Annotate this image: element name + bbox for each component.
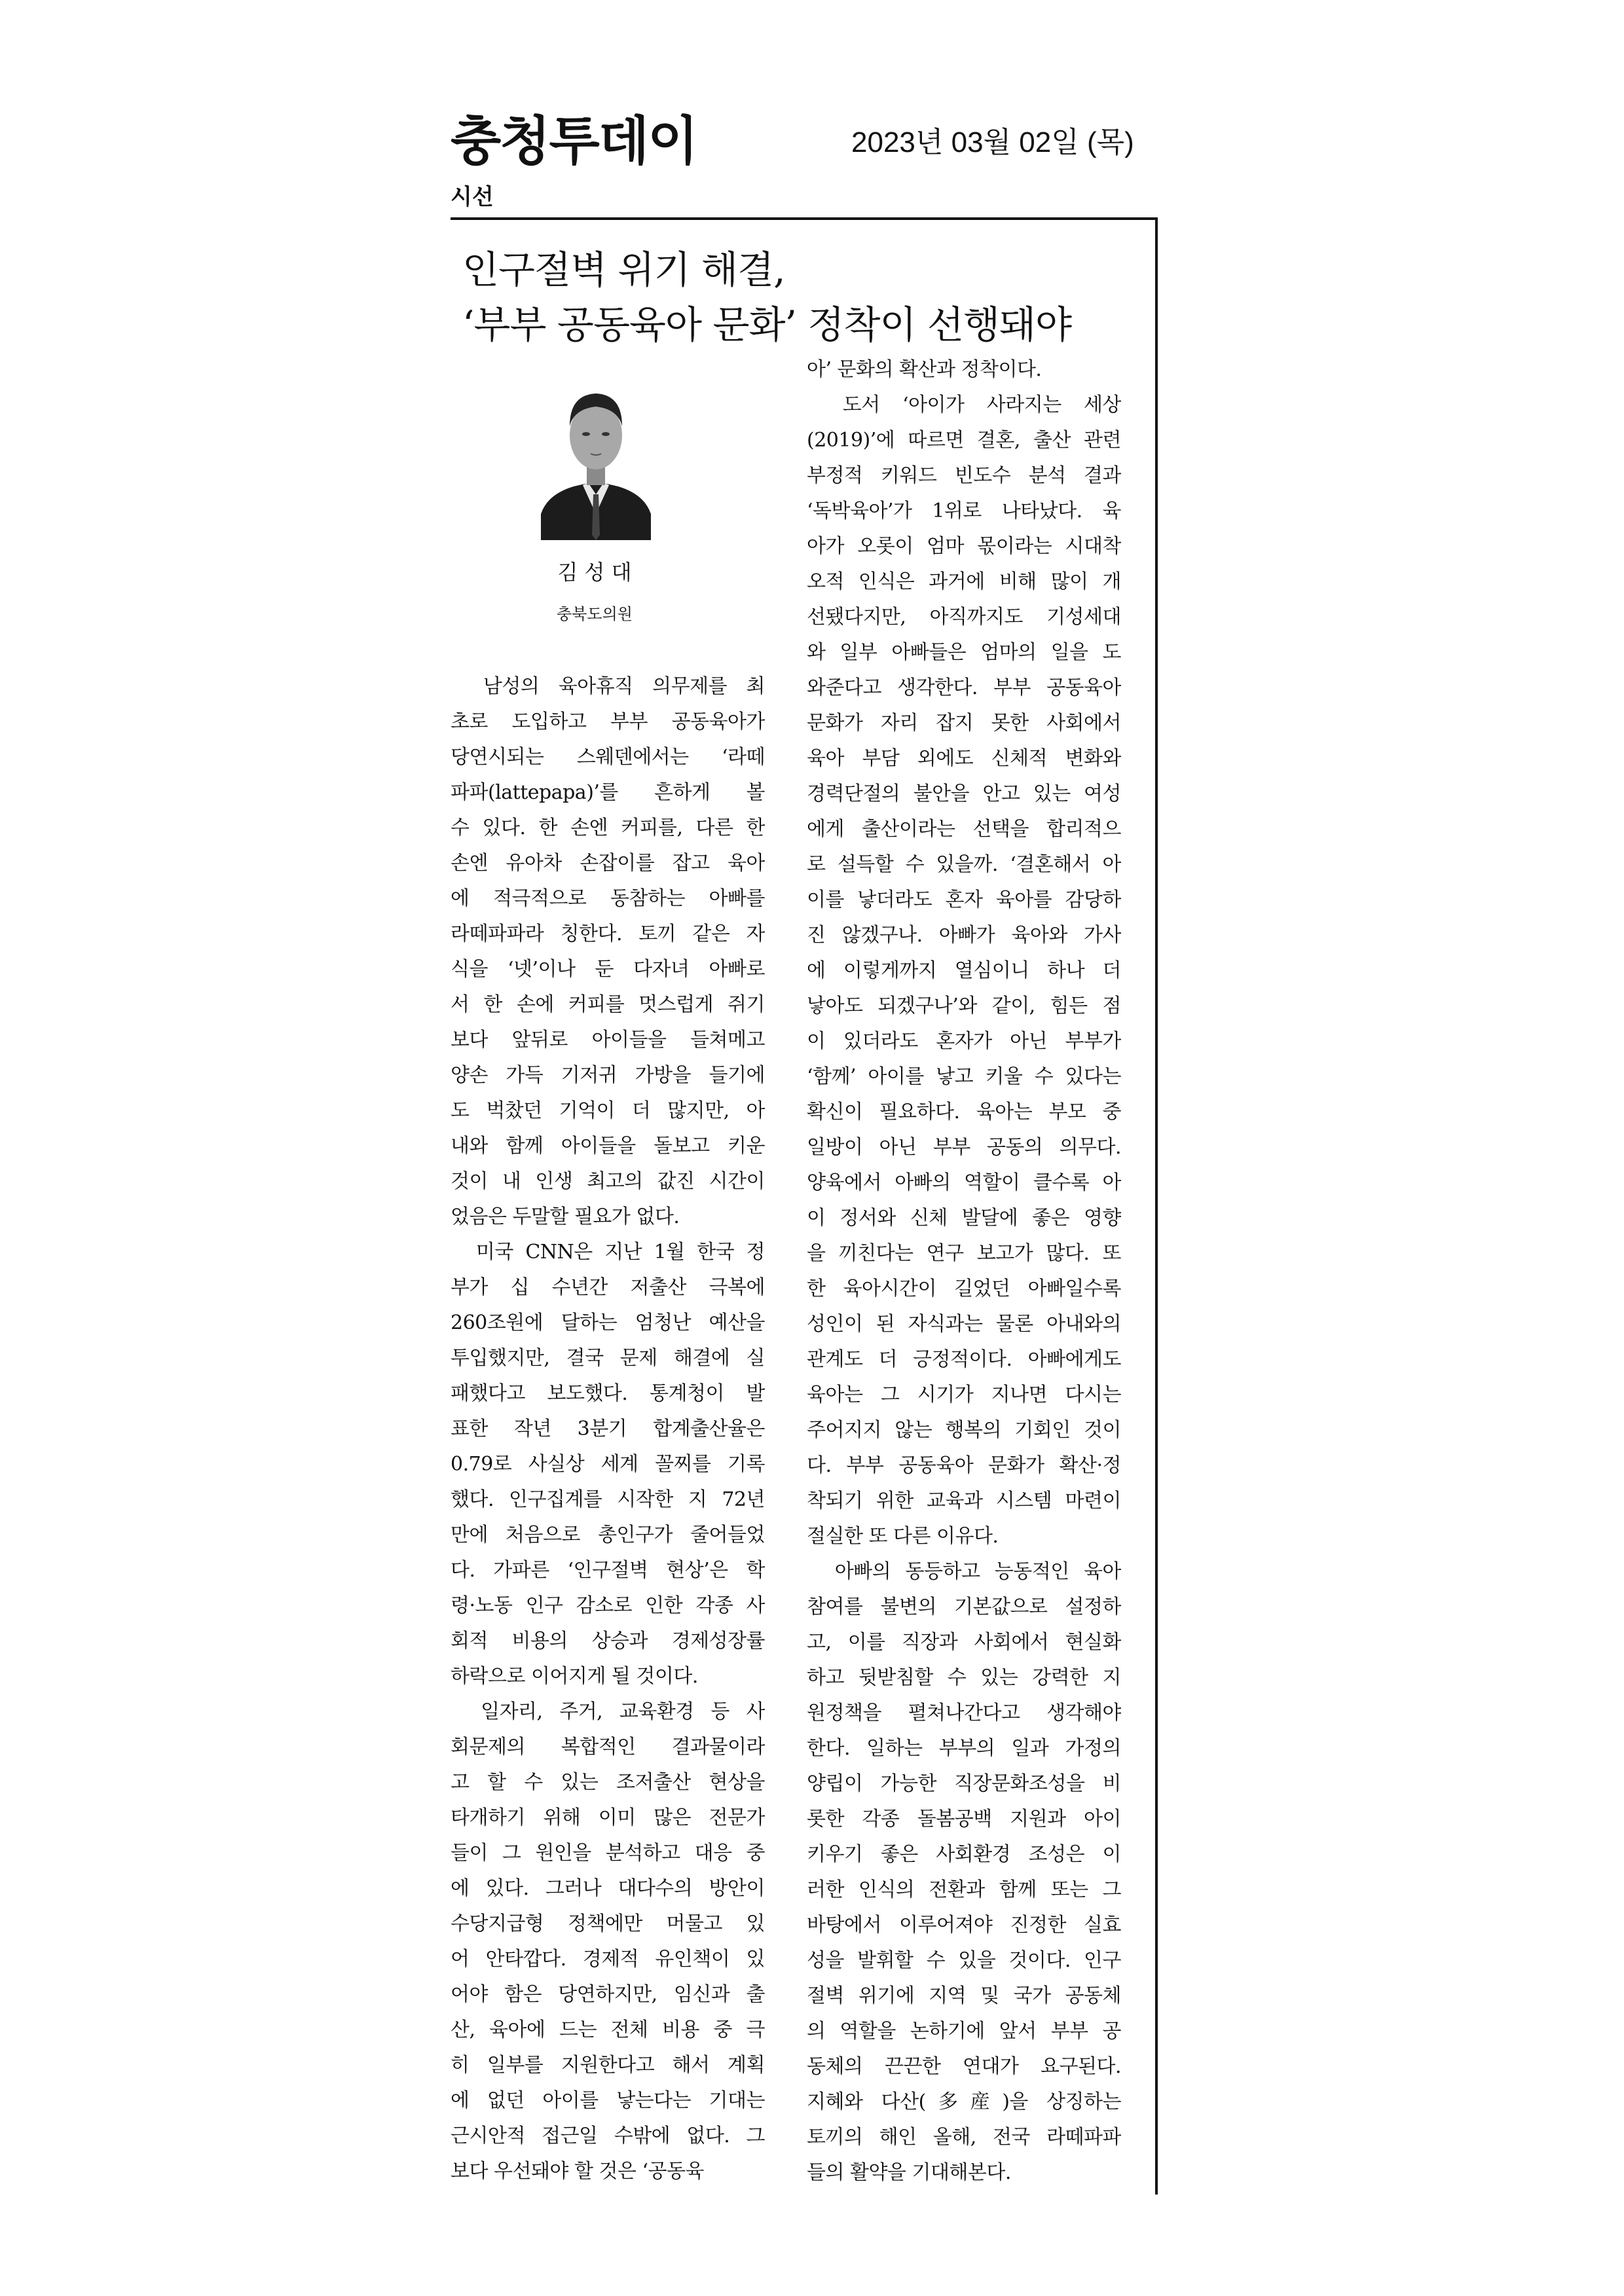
text-line: 남성의 육아휴직 의무제를 최 bbox=[451, 675, 765, 698]
text-line: 식을 ‘넷’이나 둔 다자녀 아빠로 bbox=[451, 958, 765, 981]
text-line: 에 적극적으로 동참하는 아빠를 bbox=[451, 887, 765, 910]
text-line: 한다. 일하는 부부의 일과 가정의 bbox=[807, 1737, 1121, 1760]
text-line: 었음은 두말할 필요가 없다. bbox=[451, 1205, 680, 1228]
text-line: 미국 CNN은 지난 1월 한국 정 bbox=[451, 1241, 765, 1264]
text-line: 낳아도 되겠구나’와 같이, 힘든 점 bbox=[807, 994, 1121, 1017]
text-line: 고, 이를 직장과 사회에서 현실화 bbox=[807, 1631, 1121, 1654]
text-line: 내와 함께 아이들을 돌보고 키운 bbox=[451, 1135, 765, 1157]
text-line: 령·노동 인구 감소로 인한 각종 사 bbox=[451, 1594, 765, 1617]
text-line: 0.79로 사실상 세계 꼴찌를 기록 bbox=[451, 1453, 765, 1476]
text-line: 보다 앞뒤로 아이들을 들쳐메고 bbox=[451, 1029, 765, 1051]
text-line: 초로 도입하고 부부 공동육아가 bbox=[451, 710, 765, 733]
text-line: 로 설득할 수 있을까. ‘결혼해서 아 bbox=[807, 853, 1121, 876]
text-line: 원정책을 펼쳐나간다고 생각해야 bbox=[807, 1702, 1121, 1724]
text-line: 와준다고 생각한다. 부부 공동육아 bbox=[807, 676, 1121, 699]
text-line: 수당지급형 정책에만 머물고 있 bbox=[451, 1912, 765, 1935]
text-line: 절실한 또 다른 이유다. bbox=[807, 1525, 999, 1548]
text-line: 당연시되는 스웨덴에서는 ‘라떼 bbox=[451, 746, 765, 769]
text-line: 이 정서와 신체 발달에 좋은 영향 bbox=[807, 1207, 1121, 1230]
text-line: 에 없던 아이를 낳는다는 기대는 bbox=[451, 2089, 765, 2112]
text-line: 지혜와 다산(多産)을 상징하는 bbox=[807, 2090, 1121, 2113]
text-line: 도서 ‘아이가 사라지는 세상 bbox=[807, 393, 1121, 416]
author-portrait-icon bbox=[541, 363, 651, 540]
text-line: 것이 내 인생 최고의 값진 시간이 bbox=[451, 1170, 765, 1193]
top-rule bbox=[451, 217, 1158, 220]
text-line: 에 있다. 그러나 대다수의 방안이 bbox=[451, 1877, 765, 1900]
text-line: 타개하기 위해 이미 많은 전문가 bbox=[451, 1806, 765, 1829]
text-line: 아가 오롯이 엄마 몫이라는 시대착 bbox=[807, 535, 1121, 558]
text-line: ‘함께’ 아이를 낳고 키울 수 있다는 bbox=[807, 1065, 1121, 1088]
text-line: 이 있더라도 혼자가 아닌 부부가 bbox=[807, 1030, 1121, 1053]
author-title: 충북도의원 bbox=[557, 605, 633, 623]
article-column-left bbox=[451, 669, 765, 2189]
text-line: 육아 부담 외에도 신체적 변화와 bbox=[807, 747, 1121, 770]
text-line: 성인이 된 자식과는 물론 아내와의 bbox=[807, 1313, 1121, 1336]
text-line: 아빠의 동등하고 능동적인 육아 bbox=[807, 1560, 1121, 1583]
text-line: 도 벅찼던 기억이 더 많지만, 아 bbox=[451, 1099, 765, 1122]
text-line: 아’ 문화의 확산과 정착이다. bbox=[807, 358, 1042, 381]
text-line: 에게 출산이라는 선택을 합리적으 bbox=[807, 818, 1121, 841]
text-line: 육아는 그 시기가 지나면 다시는 bbox=[807, 1383, 1121, 1406]
text-line: 양손 가득 기저귀 가방을 들기에 bbox=[451, 1064, 765, 1087]
author-name: 김 성 대 bbox=[557, 560, 632, 585]
text-line: 어 안타깝다. 경제적 유인책이 있 bbox=[451, 1948, 765, 1971]
text-line: 손엔 유아차 손잡이를 잡고 육아 bbox=[451, 852, 765, 875]
headline-line-2: ‘부부 공동육아 문화’ 정착이 선행돼야 bbox=[462, 302, 1072, 347]
text-line: 고 할 수 있는 조저출산 현상을 bbox=[451, 1771, 765, 1794]
text-line: 일자리, 주거, 교육환경 등 사 bbox=[451, 1700, 765, 1723]
headline-line-1: 인구절벽 위기 해결, bbox=[462, 247, 785, 292]
text-line: 히 일부를 지원한다고 해서 계획 bbox=[451, 2054, 765, 2077]
text-line: 성을 발휘할 수 있을 것이다. 인구 bbox=[807, 1949, 1121, 1972]
text-line: 일방이 아닌 부부 공동의 의무다. bbox=[807, 1136, 1121, 1159]
text-line: 들의 활약을 기대해본다. bbox=[807, 2161, 1011, 2184]
text-line: 서 한 손에 커피를 멋스럽게 쥐기 bbox=[451, 993, 765, 1016]
text-line: 선됐다지만, 아직까지도 기성세대 bbox=[807, 606, 1121, 629]
text-line: 들이 그 원인을 분석하고 대응 중 bbox=[451, 1842, 765, 1865]
text-line: 했다. 인구집계를 시작한 지 72년 bbox=[451, 1488, 765, 1511]
text-line: 진 않겠구나. 아빠가 육아와 가사 bbox=[807, 924, 1121, 947]
text-line: 만에 처음으로 총인구가 줄어들었 bbox=[451, 1523, 765, 1546]
right-rule bbox=[1155, 217, 1158, 2195]
text-line: 보다 우선돼야 할 것은 ‘공동육 bbox=[451, 2160, 704, 2183]
text-line: 주어지지 않는 행복의 기회인 것이 bbox=[807, 1419, 1121, 1442]
text-line: 부가 십 수년간 저출산 극복에 bbox=[451, 1276, 765, 1299]
article-column-right bbox=[807, 352, 1121, 2191]
text-line: 바탕에서 이루어져야 진정한 실효 bbox=[807, 1914, 1121, 1937]
text-line: 근시안적 접근일 수밖에 없다. 그 bbox=[451, 2124, 765, 2147]
text-line: 다. 부부 공동육아 문화가 확산·정 bbox=[807, 1454, 1121, 1477]
text-line: 하고 뒷받침할 수 있는 강력한 지 bbox=[807, 1666, 1121, 1689]
text-line: 절벽 위기에 지역 및 국가 공동체 bbox=[807, 1984, 1121, 2007]
text-line: 산, 육아에 드는 전체 비용 중 극 bbox=[451, 2018, 765, 2041]
text-line: 에 이렇게까지 열심이니 하나 더 bbox=[807, 959, 1121, 982]
text-line: 회문제의 복합적인 결과물이라 bbox=[451, 1736, 765, 1758]
text-line: 부정적 키워드 빈도수 분석 결과 bbox=[807, 464, 1121, 487]
newspaper-masthead: 충청투데이 bbox=[451, 111, 697, 172]
text-line: 양립이 가능한 직장문화조성을 비 bbox=[807, 1772, 1121, 1795]
text-line: ‘독박육아’가 1위로 나타났다. 육 bbox=[807, 500, 1121, 522]
text-line: 투입했지만, 결국 문제 해결에 실 bbox=[451, 1347, 765, 1370]
text-line: 회적 비용의 상승과 경제성장률 bbox=[451, 1630, 765, 1652]
text-line: 파파(lattepapa)’를 흔하게 볼 bbox=[451, 781, 765, 804]
text-line: 러한 인식의 전환과 함께 또는 그 bbox=[807, 1878, 1121, 1901]
text-line: 관계도 더 긍정적이다. 아빠에게도 bbox=[807, 1348, 1121, 1371]
publication-date: 2023년 03월 02일 (목) bbox=[851, 126, 1134, 158]
text-line: 토끼의 해인 올해, 전국 라떼파파 bbox=[807, 2126, 1121, 2149]
text-line: 이를 낳더라도 혼자 육아를 감당하 bbox=[807, 888, 1121, 911]
text-line: 을 끼친다는 연구 보고가 많다. 또 bbox=[807, 1242, 1121, 1265]
text-line: 수 있다. 한 손엔 커피를, 다른 한 bbox=[451, 816, 765, 839]
text-line: 260조원에 달하는 엄청난 예산을 bbox=[451, 1311, 765, 1334]
article-headline bbox=[462, 242, 1143, 352]
text-line: 다. 가파른 ‘인구절벽 현상’은 학 bbox=[451, 1559, 765, 1582]
text-line: 참여를 불변의 기본값으로 설정하 bbox=[807, 1595, 1121, 1618]
text-line: 라떼파파라 칭한다. 토끼 같은 자 bbox=[451, 922, 765, 945]
text-line: (2019)’에 따르면 결혼, 출산 관련 bbox=[807, 429, 1121, 452]
text-line: 한 육아시간이 길었던 아빠일수록 bbox=[807, 1277, 1121, 1300]
text-line: 문화가 자리 잡지 못한 사회에서 bbox=[807, 712, 1121, 735]
text-line: 키우기 좋은 사회환경 조성은 이 bbox=[807, 1843, 1121, 1866]
text-line: 패했다고 보도했다. 통계청이 발 bbox=[451, 1382, 765, 1405]
text-line: 하락으로 이어지게 될 것이다. bbox=[451, 1665, 698, 1688]
text-line: 동체의 끈끈한 연대가 요구된다. bbox=[807, 2055, 1121, 2078]
text-line: 롯한 각종 돌봄공백 지원과 아이 bbox=[807, 1808, 1121, 1831]
text-line: 와 일부 아빠들은 엄마의 일을 도 bbox=[807, 641, 1121, 664]
text-line: 어야 함은 당연하지만, 임신과 출 bbox=[451, 1983, 765, 2006]
text-line: 의 역할을 논하기에 앞서 부부 공 bbox=[807, 2020, 1121, 2043]
text-line: 양육에서 아빠의 역할이 클수록 아 bbox=[807, 1171, 1121, 1194]
text-line: 착되기 위한 교육과 시스템 마련이 bbox=[807, 1489, 1121, 1512]
text-line: 확신이 필요하다. 육아는 부모 중 bbox=[807, 1101, 1121, 1123]
section-label: 시선 bbox=[451, 184, 494, 210]
text-line: 경력단절의 불안을 안고 있는 여성 bbox=[807, 782, 1121, 805]
text-line: 표한 작년 3분기 합계출산율은 bbox=[451, 1417, 765, 1440]
text-line: 오적 인식은 과거에 비해 많이 개 bbox=[807, 570, 1121, 593]
